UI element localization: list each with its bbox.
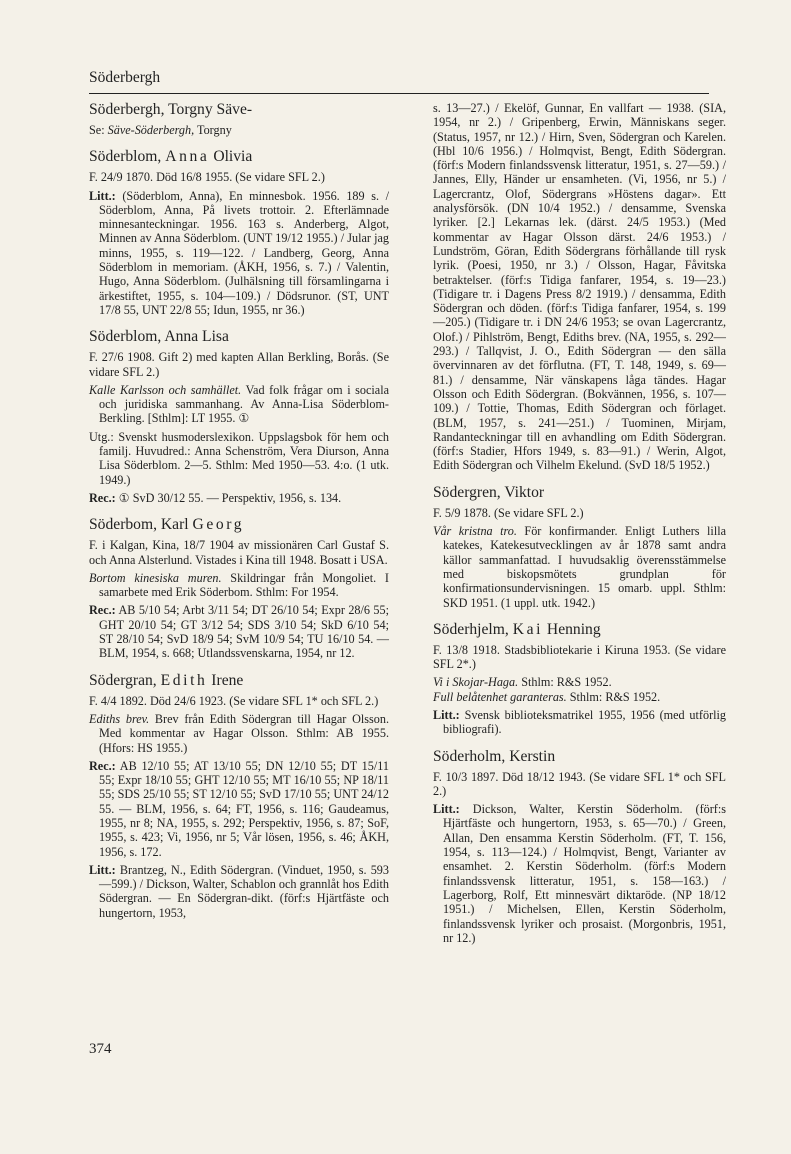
work: Utg.: Svenskt husmoderslexikon. Uppslagsbok för hem och familj. Huvudred.: Anna Schenström, Vera Diurson, Anna Lisa Söderblom. 2—5. Sthlm: Med 1950—53. 4:o. (1 utk. 1949.) xyxy=(89,429,389,487)
literature: Litt.: Dickson, Walter, Kerstin Söderholm. (förf:s Hjärtfäste och hungertorn, 1953, s. 65—70.) / Green, Allan, Den ensamma Kerstin Söderholm. (FT, T. 156, 1954, s. 113—124.) / Holmqvist, Bengt, Varianter av ensamhet. 2. Kerstin Söderholm. (förf:s Modern finlandssvensk litteratur, 1951, s. 158—163.) / Lagerborg, Rolf, Ett minnesvärt diktaröde. (NP 18/12 1951.) / Michelsen, Ellen, Kerstin Söderholm, finlandssvensk lyriker och prosaist. (Morgonbris, 1951, nr 12.) xyxy=(433,802,726,945)
literature: Litt.: Brantzeg, N., Edith Södergran. (Vinduet, 1950, s. 593—599.) / Dickson, Walter, Schablon och grannlåt hos Edith Södergran. — En Södergran-dikt. (förf:s Hjärtfäste och hungertorn, 1953, xyxy=(89,862,389,920)
literature: Litt.: Svensk biblioteksmatrikel 1955, 1956 (med utförlig bibliografi). xyxy=(433,707,726,737)
entry-heading: Söderhjelm, Kai Henning xyxy=(433,620,601,638)
page-number: 374 xyxy=(89,1041,112,1057)
biography: F. 24/9 1870. Död 16/8 1955. (Se vidare SFL 2.) xyxy=(89,170,325,185)
work: Full belåtenhet garanteras. Sthlm: R&S 1952. xyxy=(433,689,661,704)
entry-soderblom-anna-lisa xyxy=(89,328,389,505)
reviews: Rec.: AB 5/10 54; Arbt 3/11 54; DT 26/10 54; Expr 28/6 55; GHT 20/10 54; GT 3/12 54; SDS 3/10 54; SkD 6/10 54; ST 28/10 54; SvD 18/9 54; SvM 10/9 54; TU 16/10 54. — BLM, 1954, s. 668; Utlandssvenskarna, 1954, nr 12. xyxy=(89,603,389,661)
entry-heading: Söderblom, Anna Olivia xyxy=(89,148,253,166)
work: Ediths brev. Brev från Edith Södergran till Hagar Olsson. Med kommentar av Hagar Olsson. Sthlm: AB 1955. (Hfors: HS 1955.) xyxy=(89,711,389,755)
literature: Litt.: (Söderblom, Anna), En minnesbok. 1956. 189 s. / Söderblom, Anna, På livets trottoir. 2. Efterlämnade minnesanteckningar. 1956. 163 s. Anderberg, Algot, Minnen av Anna Söderblom. (UNT 19/12 1955.) / Jular jag minns, 1955, s. 119—122. / Landberg, Georg, Anna Söderblom in memoriam. (ÅKH, 1956, s. 7.) / Valentin, Hugo, Anna Söderblom. (Julhälsning till församlingarna i ärkestiftet, 1955, s. 104—109.) / Dödsrunor. (ST, UNT 17/8 55, UNT 22/8 55; Idun, 1955, nr 36.) xyxy=(89,188,389,317)
literature-continued: s. 13—27.) / Ekelöf, Gunnar, En vallfart — 1938. (SIA, 1954, nr 2.) / Gripenberg, Erwin, Människans seger. (Status, 1957, nr 12.) / Hirn, Sven, Södergran och Karelen. (Hbl 10/6 1956.) / Holmqvist, Bengt, Edith Södergran. (förf:s Modern finlandssvensk litteratur, 1951, s. 27—59.) / Jannes, Elly, Händer ur ensamheten. (Vi, 1956, nr 5.) / Lagercrantz, Olof, Södergrans »Höstens dagar». Ett analysförsök. (DN 10/4 1952.) / densamme, Svenska lyriker. [2.] Lekarnas lek. (därst. 24/5 1953.) (Med kommentar av Hagar Olsson därst. 24/6 1953.) / Lundström, Göran, Edith Södergrans förhållande till rysk lyrik. (Poesi, 1950, nr 3.) / Olsson, Hagar, Fåvitska betraktelser. (förf:s Tidiga fanfarer, 1954, s. 19—23.) (Tidigare tr. i Dagens Press 8/2 1919.) / densamma, Edith Södergran och döden. (förf:s Tidiga fanfarer, 1954, s. 199—205.) (Tidigare tr. i DN 24/6 1953; se ovan Lagercrantz, Olof.) / Pihlström, Bengt, Ediths brev. (NA, 1955, s. 292—293.) / Tallqvist, J. O., Edith Södergran — den sälla övervinnaren av det förflutna. (FT, T. 148, 1949, s. 69—81.) / densamme, När vänskapens låga tändes. Hagar Olsson och Edith Södergran. (Bokvännen, 1956, s. 107—109.) / Tottie, Thomas, Edith Södergran och förlaget. (BLM, 1957, s. 241—251.) / Tuominen, Mirjam, Randanteckningar till en avhandling om Edith Södergran. (förf:s Stadier, Hfors 1949, s. 83—91.) / Werin, Algot, Edith Södergran och Vilhelm Ekelund. (SvD 18/5 1952.) xyxy=(433,101,726,473)
biography: F. 5/9 1878. (Se vidare SFL 2.) xyxy=(433,505,584,520)
left-column xyxy=(89,101,389,931)
biography: F. 4/4 1892. Död 24/6 1923. (Se vidare SFL 1* och SFL 2.) xyxy=(89,693,379,708)
entry-continuation xyxy=(433,101,726,473)
work: Vår kristna tro. För konfirmander. Enligt Luthers lilla katekes, Katekesutvecklingen av år 1878 samt andra källor sammanfattad. I huvudsaklig överensstämmelse med biskopsmötets grundplan för konfirmationsundervisningen. 15 omarb. uppl. Sthlm: SKD 1951. (1 uppl. utk. 1942.) xyxy=(433,524,726,610)
work: Bortom kinesiska muren. Skildringar från Mongoliet. I samarbete med Erik Söderbom. Sthlm: For 1954. xyxy=(89,570,389,600)
biography: F. 10/3 1897. Död 18/12 1943. (Se vidare SFL 1* och SFL 2.) xyxy=(433,769,726,798)
entry-heading: Söderholm, Kerstin xyxy=(433,747,556,765)
entry-soderhjelm-kai-henning xyxy=(433,621,726,737)
entry-heading: Söderblom, Anna Lisa xyxy=(89,328,229,346)
entry-sodergren-viktor xyxy=(433,484,726,610)
entry-soderbom-karl-georg xyxy=(89,516,389,660)
biography: F. 13/8 1918. Stadsbibliotekarie i Kiruna 1953. (Se vidare SFL 2*.) xyxy=(433,642,726,672)
entry-reference: Se: Säve-Söderbergh, Torgny xyxy=(89,123,232,137)
entry-heading: Södergran, Edith Irene xyxy=(89,671,244,689)
work: Kalle Karlsson och samhället. Vad folk frågar om i sociala och juridiska sammanhang. Av Anna-Lisa Söderblom-Berkling. [Sthlm]: LT 1955. ① xyxy=(89,382,390,426)
reviews: Rec.: ① SvD 30/12 55. — Perspektiv, 1956, s. 134. xyxy=(89,490,342,505)
entry-soderbergh xyxy=(89,101,389,137)
entry-heading: Södergren, Viktor xyxy=(433,483,545,501)
reviews: Rec.: AB 12/10 55; AT 13/10 55; DN 12/10 55; DT 15/11 55; Expr 18/10 55; GHT 12/10 55; MT 16/10 55; NP 18/11 55; SDS 25/10 55; ST 12/10 55; SvD 17/10 55; UNT 24/12 55. — BLM, 1956, s. 64; FT, 1956, s. 116; Gaudeamus, 1955, nr 8; NA, 1955, s. 292; Perspektiv, 1956, s. 87; SoF, 1955, s. 423; Vi, 1956, nr 5; Vår lösen, 1956, s. 46; ÅKH, 1956, s. 172. xyxy=(89,758,389,859)
entry-sodergran-edith-irene xyxy=(89,672,389,920)
header-rule xyxy=(89,93,709,94)
entry-soderholm-kerstin xyxy=(433,748,726,946)
right-column xyxy=(433,101,726,956)
entry-heading: Söderbergh, Torgny Säve- xyxy=(89,101,253,118)
biography: F. i Kalgan, Kina, 18/7 1904 av missionären Carl Gustaf S. och Anna Alsterlund. Vistades i Kina till 1948. Bosatt i USA. xyxy=(89,538,389,567)
entry-heading: Söderbom, Karl Georg xyxy=(89,516,245,534)
biography: F. 27/6 1908. Gift 2) med kapten Allan Berkling, Borås. (Se vidare SFL 2.) xyxy=(89,350,389,379)
running-head: Söderbergh xyxy=(89,69,161,86)
work: Vi i Skojar-Haga. Sthlm: R&S 1952. xyxy=(433,675,612,690)
entry-soderblom-anna-olivia xyxy=(89,148,389,317)
